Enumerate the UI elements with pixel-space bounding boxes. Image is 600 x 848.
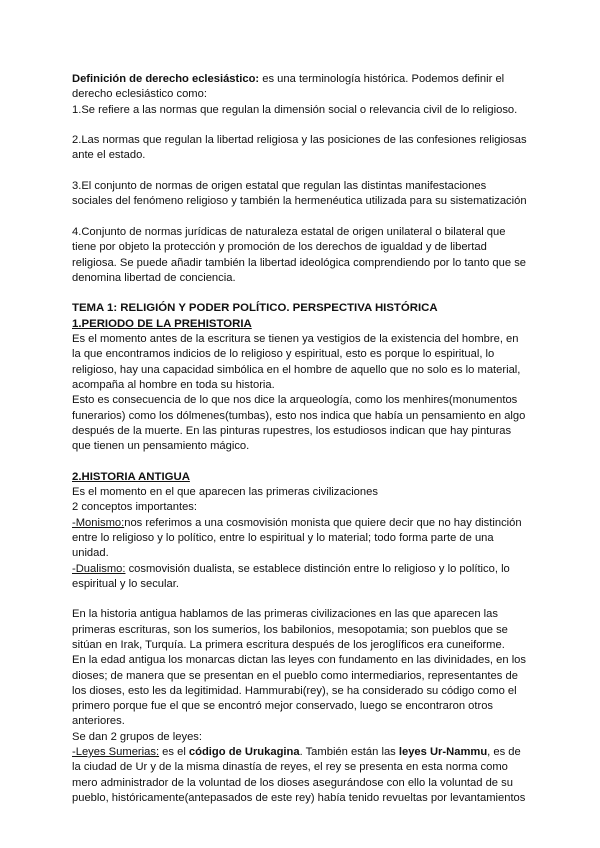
antigua-paragraph-2: 2 conceptos importantes: <box>72 501 197 514</box>
definition-item-1: 1.Se refiere a las normas que regulan la dimensión social o relevancia civil de lo religioso. <box>72 103 518 116</box>
leyes-text-1: es el <box>159 746 189 759</box>
definition-item-2: 2.Las normas que regulan la libertad religiosa y las posiciones de las confesiones religiosas ante el estado. <box>72 134 527 162</box>
dualismo-text: cosmovisión dualista, se establece distinción entre lo religioso y lo político, lo espiritual y lo secular. <box>72 562 510 590</box>
dualismo-paragraph <box>72 562 528 593</box>
prehistoria-paragraph-2: Esto es consecuencia de lo que nos dice la arqueología, como los menhires(monumentos funerarios) como los dólmenes(tumbas), esto nos indica que había un pensamiento en algo después de la muerte. En las pinturas rupestres, los estudiosos indican que hay pinturas que tienen un pensamiento mágico. <box>72 394 526 453</box>
leyes-sumerias-paragraph <box>72 745 528 806</box>
leyes-sumerias-term: -Leyes Sumerias: <box>72 746 160 759</box>
leyes-ur-nammu: leyes Ur-Nammu <box>398 746 488 759</box>
monismo-text: nos referimos a una cosmovisión monista que quiere decir que no hay distinción entre lo religioso y lo político, entre lo espiritual y lo material; todo forma parte de una unidad. <box>72 516 522 560</box>
antigua-paragraph-1: Es el momento en el que aparecen las primeras civilizaciones <box>72 486 378 499</box>
monismo-paragraph <box>72 516 528 562</box>
definition-item-3: 3.El conjunto de normas de origen estatal que regulan las distintas manifestaciones sociales del fenómeno religioso y también la hermenéutica utilizada para su sistematización <box>72 180 527 208</box>
dualismo-term: -Dualismo: <box>72 562 126 575</box>
prehistoria-heading: 1.PERIODO DE LA PREHISTORIA <box>72 317 252 330</box>
tema-title: TEMA 1: RELIGIÓN Y PODER POLÍTICO. PERSPECTIVA HISTÓRICA <box>72 302 438 315</box>
monismo-term: -Monismo: <box>72 516 125 529</box>
definition-intro: es una terminología histórica. Podemos definir el derecho eclesiástico como: <box>72 73 505 101</box>
antigua-heading: 2.HISTORIA ANTIGUA <box>72 470 190 483</box>
leyes-text-3: , es de la ciudad de Ur y de la misma dinastía de reyes, el rey se presenta en esta norma como mero administrador de la voluntad de los dioses asegurándose con ello la voluntad de su pueblo, históricamente(antepasados de este rey) había tenido revueltas por levantamientos <box>72 746 526 804</box>
document-page <box>72 72 528 806</box>
antigua-paragraph-5: Se dan 2 grupos de leyes: <box>72 730 202 743</box>
leyes-text-2: . También están las <box>299 746 399 759</box>
prehistoria-paragraph-1: Es el momento antes de la escritura se tienen ya vestigios de la existencia del hombre, en la que encontramos indicios de lo religioso y espiritual, esto es porque lo espiritual, lo religioso, hay una capacidad simbólica en el hombre de aquello que no solo es lo material, acompaña al hombre en toda su historia. <box>72 333 521 391</box>
codigo-urukagina: código de Urukagina <box>188 746 300 759</box>
definition-title: Definición de derecho eclesiástico: <box>72 73 260 85</box>
definition-paragraph <box>72 72 528 103</box>
antigua-paragraph-3: En la historia antigua hablamos de las primeras civilizaciones en las que aparecen las primeras escrituras, son los sumerios, los babilonios, mesopotamia; son pueblos que se sitúan en Irak, Turquía. La primera escritura después de los jeroglíficos era cuneiforme. <box>72 608 508 651</box>
antigua-paragraph-4: En la edad antigua los monarcas dictan las leyes con fundamento en las divinidades, en los dioses; de manera que se presentan en el pueblo como intermediarios, representantes de los dioses, esto les da legitimidad. Hammurabi(rey), se ha considerado su código como el primero porque fue el que se encontró mejor conservado, luego se encontraron otros anteriores. <box>72 654 527 728</box>
definition-item-4: 4.Conjunto de normas jurídicas de naturaleza estatal de origen unilateral o bilateral que tiene por objeto la protección y promoción de los derechos de igualdad y de libertad religiosa. Se puede añadir también la libertad ideológica comprendiendo por lo tanto que se denomina libertad de conciencia. <box>72 225 527 284</box>
